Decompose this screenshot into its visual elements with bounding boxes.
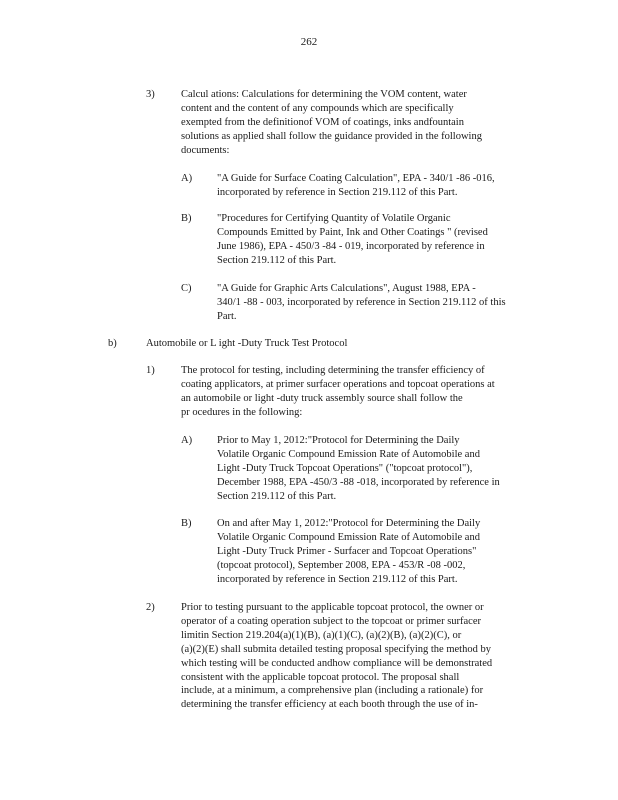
text-line: "A Guide for Surface Coating Calculation", EPA - 340/1 -86 -016,: [217, 173, 495, 184]
item-3b-marker: B): [181, 213, 192, 224]
item-3c-marker: C): [181, 283, 192, 294]
section-b-marker: b): [108, 338, 117, 349]
text-line: incorporated by reference in Section 219.112 of this Part.: [217, 186, 458, 198]
section-b-heading: Automobile or L ight -Duty Truck Test Protocol: [146, 338, 348, 349]
text-line: exempted from the definitionof VOM of coatings, inks andfountain: [181, 116, 464, 128]
text-line: (topcoat protocol), September 2008, EPA - 453/R -08 -002,: [217, 559, 466, 571]
text-line: Prior to testing pursuant to the applicable topcoat protocol, the owner or: [181, 602, 484, 613]
text-line: On and after May 1, 2012:"Protocol for Determining the Daily: [217, 518, 481, 529]
text-line: operator of a coating operation subject to the topcoat or primer surfacer: [181, 615, 482, 627]
item-1-marker: 1): [146, 365, 155, 376]
text-line: "A Guide for Graphic Arts Calculations", August 1988, EPA -: [217, 283, 476, 294]
item-3-paragraph: [181, 88, 540, 158]
text-line: limitin Section 219.204(a)(1)(B), (a)(1)(C), (a)(2)(B), (a)(2)(C), or: [181, 629, 462, 641]
item-1b-marker: B): [181, 518, 192, 529]
text-line: (a)(2)(E) shall submita detailed testing proposal specifying the method by: [181, 643, 491, 655]
text-line: documents:: [181, 144, 230, 156]
item-3b-paragraph: [217, 212, 540, 268]
text-line: The protocol for testing, including determining the transfer efficiency of: [181, 365, 485, 376]
text-line: Part.: [217, 310, 237, 322]
text-line: solutions as applied shall follow the guidance provided in the following: [181, 130, 482, 142]
text-line: Prior to May 1, 2012:"Protocol for Determining the Daily: [217, 435, 460, 446]
item-3a-paragraph: [217, 172, 540, 200]
item-1b-paragraph: [217, 517, 540, 587]
item-1-paragraph: [181, 364, 540, 420]
text-line: incorporated by reference in Section 219.112 of this Part.: [217, 573, 458, 585]
text-line: "Procedures for Certifying Quantity of Volatile Organic: [217, 213, 451, 224]
text-line: Volatile Organic Compound Emission Rate of Automobile and: [217, 448, 480, 460]
text-line: December 1988, EPA -450/3 -88 -018, incorporated by reference in: [217, 476, 500, 488]
text-line: coating applicators, at primer surfacer operations and topcoat operations at: [181, 378, 495, 390]
text-line: pr ocedures in the following:: [181, 406, 303, 418]
item-1a-paragraph: [217, 434, 540, 504]
text-line: which testing will be conducted andhow compliance will be demonstrated: [181, 657, 493, 669]
text-line: June 1986), EPA - 450/3 -84 - 019, incorporated by reference in: [217, 240, 485, 252]
page-number: 262: [300, 36, 318, 48]
text-line: Volatile Organic Compound Emission Rate of Automobile and: [217, 531, 480, 543]
item-2-paragraph: [181, 601, 540, 712]
text-line: Compounds Emitted by Paint, Ink and Other Coatings " (revised: [217, 226, 488, 238]
text-line: 340/1 -88 - 003, incorporated by reference in Section 219.112 of this: [217, 296, 506, 308]
item-3c-paragraph: [217, 282, 540, 324]
text-line: an automobile or light -duty truck assembly source shall follow the: [181, 392, 463, 404]
text-line: Section 219.112 of this Part.: [217, 254, 337, 266]
text-line: consistent with the applicable topcoat protocol. The proposal shall: [181, 671, 460, 683]
text-line: Section 219.112 of this Part.: [217, 490, 337, 502]
text-line: determining the transfer efficiency at each booth through the use of in-: [181, 699, 478, 711]
text-line: Light -Duty Truck Topcoat Operations" ("topcoat protocol"),: [217, 462, 473, 474]
text-line: Light -Duty Truck Primer - Surfacer and Topcoat Operations": [217, 545, 477, 557]
item-1a-marker: A): [181, 435, 193, 446]
item-3a-marker: A): [181, 173, 193, 184]
item-3-marker: 3): [146, 89, 155, 100]
text-line: content and the content of any compounds which are specifically: [181, 102, 454, 114]
text-line: include, at a minimum, a comprehensive plan (including a rationale) for: [181, 685, 484, 697]
text-line: Calcul ations: Calculations for determining the VOM content, water: [181, 89, 467, 100]
item-2-marker: 2): [146, 602, 155, 613]
